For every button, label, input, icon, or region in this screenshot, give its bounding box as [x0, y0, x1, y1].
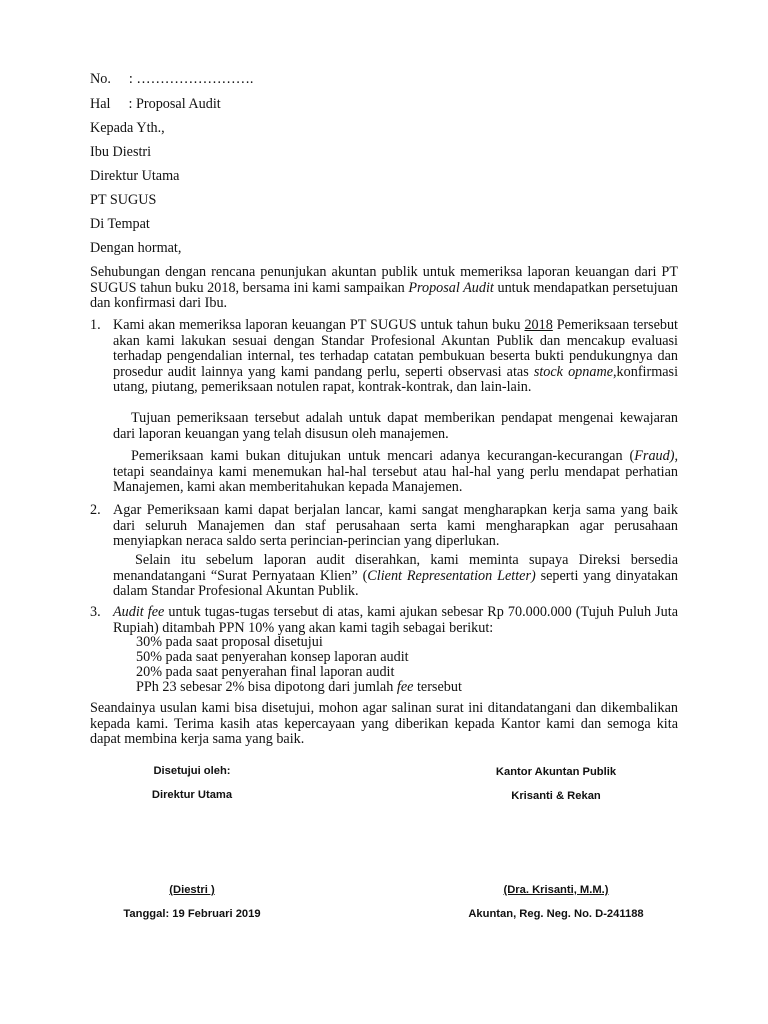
letter-number-line — [90, 72, 253, 88]
fee-schedule-item-3: 20% pada saat penyerahan final laporan audit — [136, 664, 395, 680]
item-3-text: untuk tugas-tugas tersebut di atas, kami ajukan sebesar Rp 70.000.000 (Tujuh Puluh Juta Rupiah) ditambah PPN 10% yang akan kami tagih sebagai berikut: — [113, 604, 679, 636]
item-1-paragraph — [113, 318, 678, 396]
item-2-rep-italic: Client Representation Letter) — [367, 567, 536, 584]
item-1-fraud-paragraph — [113, 449, 678, 496]
item-1-fraud-text-1: Pemeriksaan kami bukan ditujukan untuk mencari adanya kecurangan-kecurangan ( — [131, 448, 635, 464]
item-2-representation-paragraph — [113, 553, 678, 600]
item-1-text-3: ,konfirmasi utang, piutang, pemeriksaan notulen rapat, kontrak-kontrak, dan lain-lain. — [113, 363, 679, 395]
item-2-rep-text-1: Selain itu sebelum laporan audit diserahkan, kami meminta supaya Direksi bersedia menandatangani “Surat Pernyataan Klien” ( — [113, 552, 678, 584]
firm-name-line-1: Kantor Akuntan Publik — [495, 766, 617, 778]
intro-text-1: Sehubungan dengan rencana penunjukan akuntan publik untuk memeriksa laporan keuangan dari PT SUGUS tahun buku 2018, bersama ini kami sampaikan — [90, 264, 678, 296]
intro-paragraph — [90, 265, 678, 312]
item-1-text-2: Pemeriksaan tersebut akan kami lakukan sesuai dengan Standar Profesional Akuntan Publik dan mencakup evaluasi terhadap pengendalian internal, tes terhadap catatan pembukuan beserta bukti pendukungnya dan prosedur audit lainnya yang kami pandang perlu, seperti observasi atas — [113, 317, 679, 380]
pph-text-1: PPh 23 sebesar 2% bisa dipotong dari jumlah — [136, 679, 397, 695]
item-3-italic: Audit fee — [113, 604, 165, 620]
fee-schedule-item-2: 50% pada saat penyerahan konsep laporan audit — [136, 649, 409, 665]
item-1-purpose-paragraph: Tujuan pemeriksaan tersebut adalah untuk dapat memberikan pendapat mengenai kewajaran dari laporan keuangan yang telah disusun oleh manajemen. — [113, 410, 678, 442]
letter-number-label: No. — [90, 71, 111, 87]
recipient-position: Direktur Utama — [90, 168, 180, 184]
closing-paragraph: Seandainya usulan kami bisa disetujui, mohon agar salinan surat ini ditandatangani dan dikembalikan kepada kami. Terima kasih atas kepercayaan yang diberikan kepada Kantor kami dan semoga kita dapat membina kerja sama yang baik. — [90, 700, 678, 747]
item-1-italic: stock opname — [533, 363, 613, 380]
approver-name: (Diestri ) — [169, 884, 215, 896]
recipient-place: Di Tempat — [90, 216, 150, 232]
firm-name-line-2: Krisanti & Rekan — [511, 790, 601, 802]
item-1-text-1: Kami akan memeriksa laporan keuangan PT SUGUS untuk tahun buku — [113, 317, 525, 333]
signatory-name: (Dra. Krisanti, M.M.) — [503, 884, 609, 896]
greeting: Dengan hormat, — [90, 240, 182, 256]
approved-by-label: Disetujui oleh: — [153, 765, 231, 777]
intro-italic: Proposal Audit — [408, 279, 494, 296]
recipient-salutation: Kepada Yth., — [90, 120, 165, 136]
pph-italic: fee — [396, 679, 414, 695]
recipient-name: Ibu Diestri — [90, 144, 152, 160]
item-1-fraud-italic: Fraud), — [634, 448, 678, 464]
signatory-registration: Akuntan, Reg. Neg. No. D-241188 — [468, 908, 644, 920]
letter-subject-value: : Proposal Audit — [128, 96, 221, 112]
approval-date: Tanggal: 19 Februari 2019 — [123, 908, 261, 920]
item-1-year: 2018 — [524, 317, 553, 333]
fee-schedule-item-1: 30% pada saat proposal disetujui — [136, 634, 323, 650]
approver-title: Direktur Utama — [151, 789, 233, 801]
pph-text-2: tersebut — [413, 679, 462, 695]
item-1-fraud-text-2: tetapi seandainya kami menemukan hal-hal tersebut atau hal-hal yang perlu mendapat perhatian Manajemen, kami akan memberitahukan kepada Manajemen. — [113, 463, 678, 495]
item-2-rep-text-2: seperti yang dinyatakan dalam Standar Profesional Akuntan Publik. — [113, 567, 678, 599]
item-3-number: 3. — [90, 604, 101, 620]
item-2-number: 2. — [90, 502, 101, 518]
intro-text-2: untuk mendapatkan persetujuan dan konfirmasi dari Ibu. — [90, 279, 678, 311]
letter-subject-label: Hal — [90, 96, 111, 112]
item-1-number: 1. — [90, 317, 101, 333]
letter-number-value: : ……………………. — [128, 71, 254, 87]
item-2-paragraph: Agar Pemeriksaan kami dapat berjalan lancar, kami sangat mengharapkan kerja sama yang baik dari seluruh Manajemen dan staf perusahaan serta kami mengharapkan agar perusahaan menyiapkan neraca saldo serta perincian-perincian yang diperlukan. — [113, 502, 678, 549]
recipient-company: PT SUGUS — [90, 192, 157, 208]
letter-subject-line — [90, 97, 221, 113]
item-3-paragraph — [113, 605, 678, 636]
fee-schedule-item-4 — [136, 680, 462, 696]
